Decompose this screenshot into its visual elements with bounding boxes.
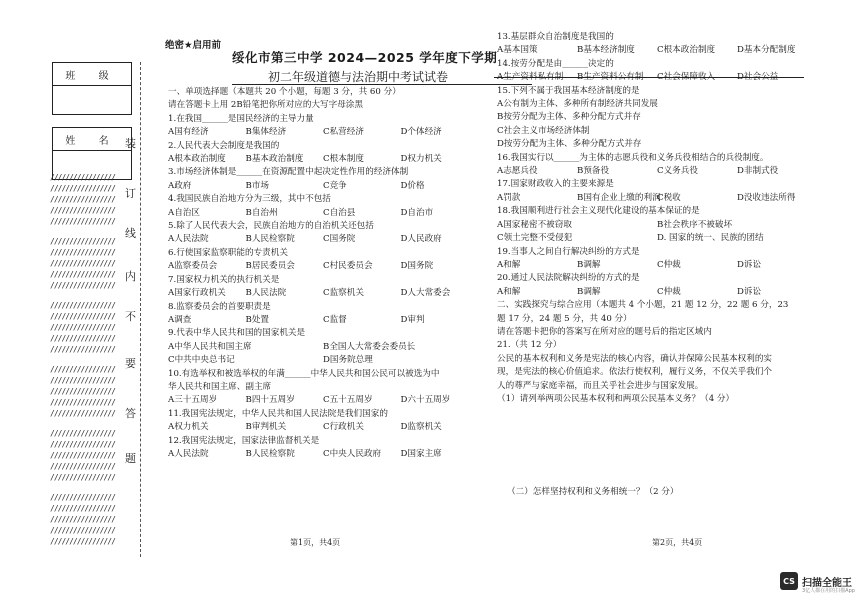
option-text: D个体经济 [400, 127, 442, 138]
hatch-line: ///////////////// [50, 281, 115, 290]
seal-char: 题 [125, 452, 136, 465]
line-text: 现，是宪法的核心价值追求。依法行使权利，履行义务，不仅关乎我们个 [497, 367, 773, 378]
question-line [168, 140, 478, 153]
option-text: D诉讼 [737, 259, 762, 270]
option-row [497, 219, 837, 232]
question-line [497, 326, 837, 339]
line-text: 题 17 分，24 题 5 分，共 40 分） [497, 313, 632, 324]
hatch-line: ///////////////// [50, 398, 115, 407]
hatch-line: ///////////////// [50, 526, 115, 535]
line-text: 20.通过人民法院解决纠纷的方式的是 [497, 273, 640, 284]
option-row [497, 165, 837, 178]
option-row [497, 232, 837, 245]
question-line [497, 138, 837, 151]
option-text: B国有企业上缴的利润 [577, 192, 661, 203]
line-text: B按劳分配为主体、多种分配方式并存 [497, 112, 641, 123]
hatch-line: ///////////////// [50, 173, 115, 182]
question-line [168, 193, 478, 206]
hatch-block [50, 236, 115, 291]
question-line [497, 85, 837, 98]
option-row [168, 314, 478, 327]
option-text: B审判机关 [245, 422, 287, 433]
question-line [168, 247, 478, 260]
option-row [168, 394, 478, 407]
question-line [168, 113, 478, 126]
option-text: A和解 [497, 259, 521, 270]
question-line [497, 152, 837, 165]
option-row [168, 341, 478, 354]
line-text: 一、单项选择题（本题共 20 个小题，每题 3 分，共 60 分） [168, 87, 401, 97]
question-line [497, 380, 837, 393]
line-text: 21.（共 12 分） [497, 340, 562, 351]
line-text: 14.按劳分配是由______决定的 [497, 58, 614, 69]
question-line [497, 366, 837, 379]
option-row [497, 286, 837, 299]
option-text: A国家行政机关 [168, 288, 226, 299]
question-line [497, 111, 837, 124]
option-text: A国家秘密不被窃取 [497, 219, 572, 230]
line-text: 17.国家财政收入的主要来源是 [497, 179, 614, 190]
option-text: C税收 [657, 192, 681, 203]
line-text: 6.行使国家监察职能的专责机关 [168, 247, 288, 258]
option-row [497, 259, 837, 272]
question-line [168, 435, 478, 448]
option-text: D六十五周岁 [400, 395, 451, 406]
seal-char: 答 [125, 407, 136, 420]
line-text: 13.基层群众自治制度是我国的 [497, 32, 614, 42]
line-text: 5.除了人民代表大会，民族自治地方的自治机关还包括 [168, 221, 374, 232]
option-text: B预备役 [577, 166, 610, 177]
class-label: 班 级 [53, 63, 131, 86]
option-text: D非制式役 [737, 166, 779, 177]
line-text: 3.市场经济体制是______在资源配置中起决定性作用的经济体制 [168, 167, 409, 178]
option-row [168, 421, 478, 434]
line-text: 人的尊严与家庭幸福，而且关乎社会进步与国家发展。 [497, 380, 704, 391]
question-line [168, 301, 478, 314]
logo-name: 扫描全能王 [802, 577, 852, 589]
question-line [497, 393, 837, 406]
line-text: 公民的基本权利和义务是宪法的核心内容，确认并保障公民基本权利的实 [497, 353, 773, 364]
hatch-line: ///////////////// [50, 409, 115, 418]
hatch-line: ///////////////// [50, 515, 115, 524]
line-text: 二、实践探究与综合应用（本题共 4 个小题，21 题 12 分，22 题 6 分，23 [497, 300, 789, 311]
line-text: D按劳分配为主体、多种分配方式并存 [497, 139, 642, 150]
option-row [497, 71, 837, 84]
option-text: B人民检察院 [245, 448, 295, 459]
option-text: D监察机关 [400, 422, 442, 433]
option-text: C仲裁 [657, 259, 681, 270]
question-line [497, 313, 837, 326]
hatch-line: ///////////////// [50, 504, 115, 513]
question-line [168, 381, 478, 394]
option-row [168, 180, 478, 193]
option-text: A中华人民共和国主席 [168, 341, 252, 352]
left-column [168, 86, 478, 461]
option-text: C国务院 [323, 234, 356, 245]
option-text: A根本政治制度 [168, 154, 226, 165]
option-text: A生产资料私有制 [497, 72, 564, 83]
line-text: 16.我国实行以______为主体的志愿兵役和义务兵役相结合的兵役制度。 [497, 152, 769, 163]
hatch-line: ///////////////// [50, 184, 115, 193]
option-text: A政府 [168, 180, 192, 191]
confidential-mark: 绝密★启用前 [165, 40, 222, 51]
option-row [168, 448, 478, 461]
option-text: A志愿兵役 [497, 166, 538, 177]
question-line [168, 220, 478, 233]
option-text: C中共中央总书记 [168, 355, 235, 366]
question-line [497, 339, 837, 352]
option-text: B人民法院 [245, 288, 287, 299]
option-text: C监督 [323, 314, 347, 325]
option-text: C根本政治制度 [657, 45, 716, 56]
question-line [168, 86, 478, 99]
question-line [497, 299, 837, 312]
option-text: D自治市 [400, 207, 434, 218]
option-text: B人民检察院 [245, 234, 295, 245]
option-text: D价格 [400, 180, 425, 191]
hatch-line: ///////////////// [50, 473, 115, 482]
option-text: B基本经济制度 [577, 45, 635, 56]
question-line [497, 246, 837, 259]
option-text: A三十五周岁 [168, 395, 218, 406]
hatch-line: ///////////////// [50, 301, 115, 310]
option-text: B基本政治制度 [245, 154, 304, 165]
seal-char: 线 [125, 227, 136, 240]
question-line [168, 274, 478, 287]
hatch-line: ///////////////// [50, 248, 115, 257]
question-line [497, 58, 837, 71]
hatch-line: ///////////////// [50, 387, 115, 396]
option-text: A罚款 [497, 192, 521, 203]
option-text: D基本分配制度 [737, 45, 796, 56]
option-text: C竞争 [323, 180, 347, 191]
line-text: 9.代表中华人民共和国的国家机关是 [168, 328, 306, 339]
line-text: 18.我国顺利进行社会主义现代化建设的基本保证的是 [497, 206, 700, 217]
hatch-line: ///////////////// [50, 451, 115, 460]
hatch-line: ///////////////// [50, 217, 115, 226]
line-text: 11.我国宪法规定，中华人民共和国人民法院是我们国家的 [168, 408, 388, 419]
option-text: C私营经济 [323, 127, 364, 138]
option-row [168, 233, 478, 246]
footer-left: 第1页，共4页 [290, 538, 341, 547]
option-text: D国家主席 [400, 448, 442, 459]
option-text: A和解 [497, 286, 521, 297]
line-text: 请在答题卡把你的答案写在所对应的题号后的指定区域内 [497, 326, 712, 337]
hatch-line: ///////////////// [50, 376, 115, 385]
option-text: B居民委员会 [245, 261, 295, 272]
hatch-line: ///////////////// [50, 365, 115, 374]
exam-subtitle: 初二年级道德与法治期中考试试卷 [268, 70, 449, 84]
name-label: 姓 名 [53, 128, 131, 151]
option-row [168, 153, 478, 166]
option-text: B处置 [245, 314, 270, 325]
seal-char: 不 [125, 310, 136, 323]
option-text: B自治州 [245, 207, 278, 218]
option-row [168, 207, 478, 220]
question-line [168, 327, 478, 340]
logo-sub: 3亿人都在用的扫描App [802, 588, 855, 594]
question-line [497, 31, 837, 44]
seal-char: 订 [125, 187, 136, 200]
hatch-line: ///////////////// [50, 537, 115, 546]
option-text: C五十五周岁 [323, 395, 373, 406]
hatch-line: ///////////////// [50, 259, 115, 268]
option-text: B社会秩序不被破坏 [657, 219, 733, 230]
option-text: C监察机关 [323, 288, 364, 299]
line-text: 8.监察委员会的首要职责是 [168, 301, 271, 312]
option-text: A国有经济 [168, 127, 209, 138]
question-line [497, 205, 837, 218]
hatch-line: ///////////////// [50, 237, 115, 246]
option-text: B集体经济 [245, 127, 287, 138]
option-text: A人民法院 [168, 234, 209, 245]
line-text: 1.在我国______是国民经济的主导力量 [168, 113, 314, 124]
option-text: C领土完整不受侵犯 [497, 233, 573, 244]
hatch-block [50, 364, 115, 419]
option-text: A监察委员会 [168, 261, 218, 272]
q21-part2-text: （二）怎样坚持权利和义务相统一？（2 分） [507, 487, 679, 497]
line-text: 4.我国民族自治地方分为三级，其中不包括 [168, 194, 331, 205]
line-text: 12.我国宪法规定，国家法律监督机关是 [168, 435, 320, 446]
question-line [497, 125, 837, 138]
line-text: 请在答题卡上用 2B铅笔把你所对应的大写字母涂黑 [168, 100, 363, 111]
option-text: C自治县 [323, 207, 356, 218]
option-text: D诉讼 [737, 286, 762, 297]
footer-right: 第2页，共4页 [652, 538, 703, 547]
question-line [168, 99, 478, 112]
option-text: B调解 [577, 286, 601, 297]
seal-char: 要 [125, 357, 136, 370]
question-line [168, 408, 478, 421]
hatch-line: ///////////////// [50, 493, 115, 502]
option-text: C中央人民政府 [323, 448, 382, 459]
seal-char: 装 [125, 137, 136, 150]
hatch-line: ///////////////// [50, 312, 115, 321]
line-text: 19.当事人之间自行解决纠纷的方式是 [497, 246, 640, 257]
option-text: D权力机关 [400, 154, 442, 165]
option-row [168, 260, 478, 273]
option-row [168, 126, 478, 139]
option-text: D审判 [400, 314, 425, 325]
option-text: A自治区 [168, 207, 200, 218]
hatch-line: ///////////////// [50, 195, 115, 204]
option-text: A人民法院 [168, 448, 209, 459]
scanner-logo [780, 572, 855, 594]
option-text: A权力机关 [168, 422, 209, 433]
option-text: D没收违法所得 [737, 192, 796, 203]
line-text: C社会主义市场经济体制 [497, 125, 590, 136]
option-text: C行政机关 [323, 422, 364, 433]
question-line [497, 98, 837, 111]
option-text: D国务院 [400, 261, 434, 272]
option-text: C仲裁 [657, 286, 681, 297]
hatch-block [50, 492, 115, 547]
hatch-line: ///////////////// [50, 462, 115, 471]
option-text: D国务院总理 [323, 355, 373, 366]
right-column [497, 31, 837, 406]
hatch-line: ///////////////// [50, 206, 115, 215]
option-row [168, 354, 478, 367]
q21-part2 [507, 486, 678, 499]
hatch-line: ///////////////// [50, 270, 115, 279]
option-text: B市场 [245, 180, 270, 191]
option-row [497, 44, 837, 57]
question-line [168, 368, 478, 381]
line-text: A公有制为主体、多种所有制经济共同发展 [497, 99, 658, 110]
hatch-block [50, 172, 115, 227]
question-line [497, 178, 837, 191]
hatch-line: ///////////////// [50, 345, 115, 354]
line-text: 7.国家权力机关的执行机关是 [168, 274, 280, 285]
option-text: B全国人大常委会委员长 [323, 341, 416, 352]
option-text: B调解 [577, 259, 601, 270]
question-line [497, 272, 837, 285]
option-text: C义务兵役 [657, 166, 698, 177]
seal-char: 内 [125, 270, 136, 283]
option-text: A调查 [168, 314, 192, 325]
line-text: 10.有选举权和被选举权的年满______中华人民共和国公民可以被选为中 [168, 368, 440, 379]
hatch-line: ///////////////// [50, 323, 115, 332]
option-text: C根本制度 [323, 154, 364, 165]
option-text: D. 国家的统一、民族的团结 [657, 233, 764, 244]
title-rule [232, 84, 532, 85]
hatch-line: ///////////////// [50, 429, 115, 438]
option-text: A基本国策 [497, 45, 538, 56]
option-text: B生产资料公有制 [577, 72, 644, 83]
line-text: （1）请列举两项公民基本权利和两项公民基本义务？（4 分） [497, 393, 735, 404]
question-line [497, 353, 837, 366]
option-text: D人大常委会 [400, 288, 451, 299]
option-text: D人民政府 [400, 234, 442, 245]
hatch-line: ///////////////// [50, 334, 115, 343]
cs-logo-icon: CS [780, 572, 798, 590]
line-text: 15.下列不属于我国基本经济制度的是 [497, 85, 640, 96]
option-row [497, 192, 837, 205]
option-row [168, 287, 478, 300]
option-text: C村民委员会 [323, 261, 373, 272]
hatch-line: ///////////////// [50, 440, 115, 449]
question-line [168, 166, 478, 179]
hatch-block [50, 428, 115, 483]
option-text: C社会保障收入 [657, 72, 716, 83]
line-text: 华人民共和国主席、副主席 [168, 381, 272, 392]
hatch-block [50, 300, 115, 355]
line-text: 2.人民代表大会制度是我国的 [168, 140, 280, 151]
option-text: D社会公益 [737, 72, 779, 83]
exam-title: 绥化市第三中学 2024—2025 学年度下学期 [232, 50, 498, 65]
option-text: B四十五周岁 [245, 395, 295, 406]
